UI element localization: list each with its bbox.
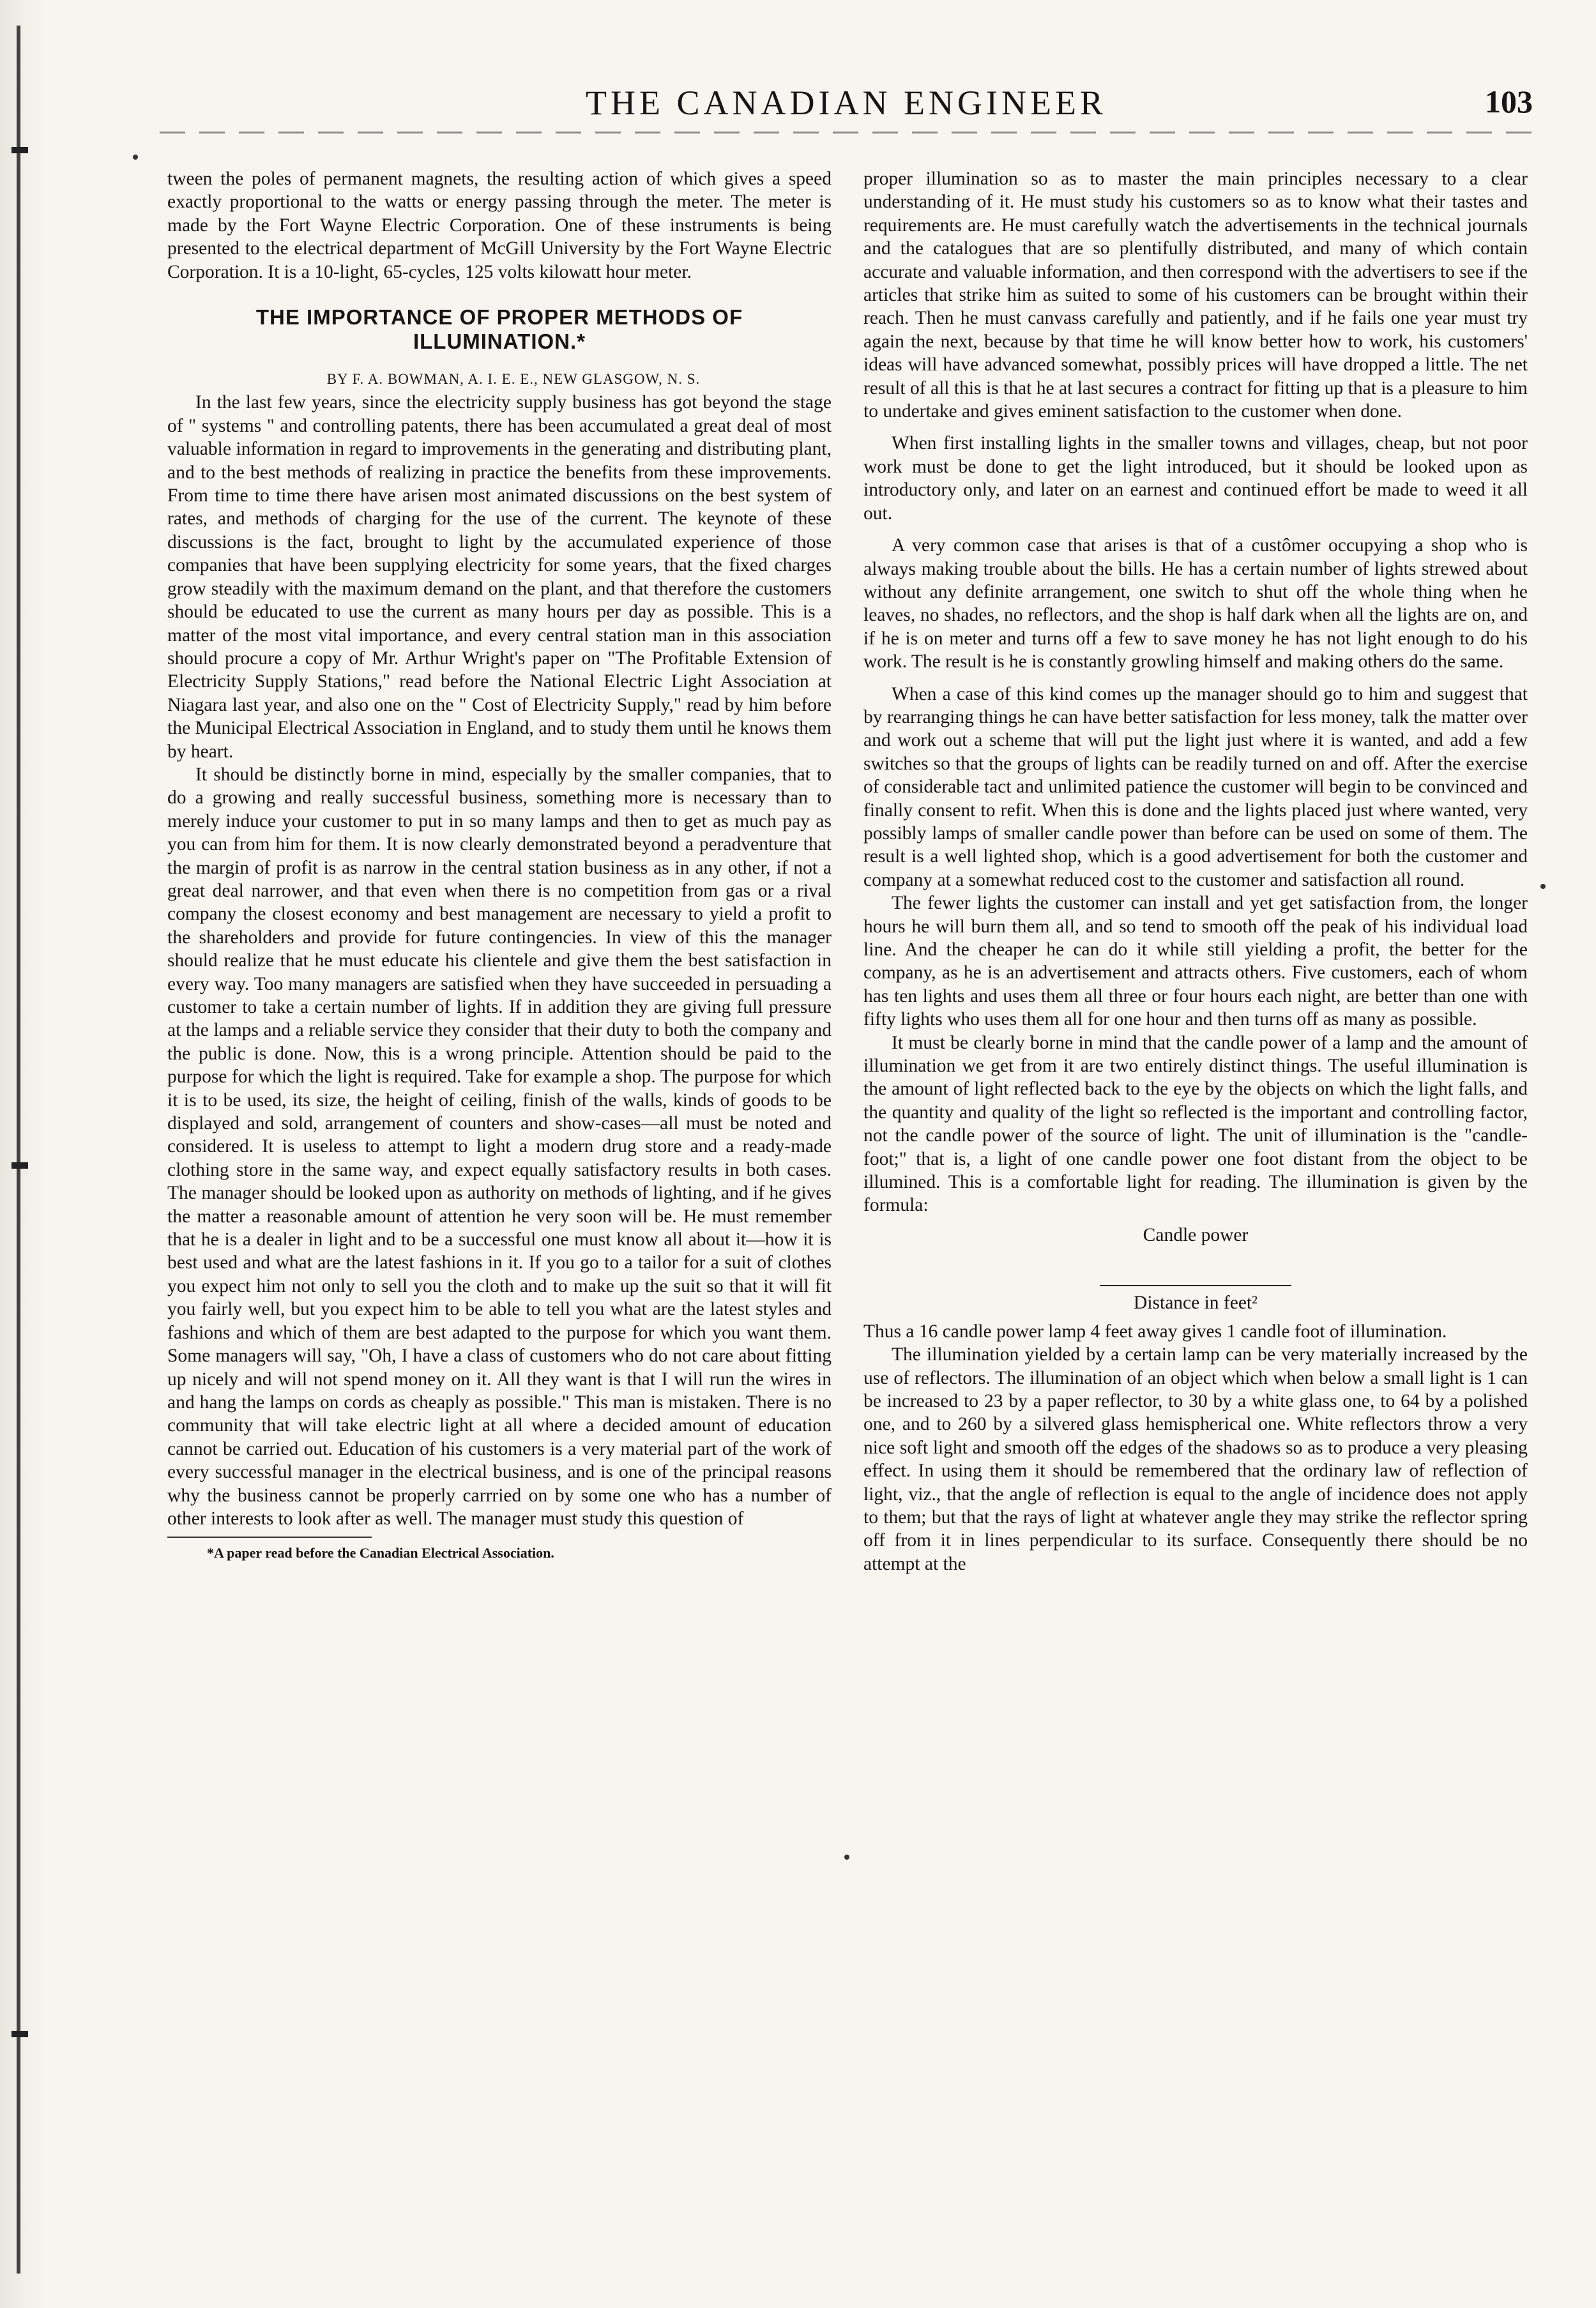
print-speck [844, 1855, 849, 1860]
footnote: *A paper read before the Canadian Electrical Association. [207, 1545, 554, 1561]
article-byline: BY F. A. BOWMAN, A. I. E. E., NEW GLASGOW, N. S. [326, 371, 701, 388]
formula-denominator: Distance in feet² [1134, 1293, 1258, 1314]
header-rule [160, 132, 1533, 133]
article-paragraph: In the last few years, since the electricity supply business has got beyond the stage of " systems " and controlling patents, there has been accumulated a great deal of most valuable information in regard to improvements in the generating and distributing plant, and to the best methods of realizing in practice the benefits from these improvements. From time to time there have arisen most animated discussions on the best system of rates, and methods of charging for the use of the current. The keynote of these discussions is the fact, brought to light by the accumulated experience of those companies that have been supplying electricity for some years, that the fixed charges grow steadily with the maximum demand on the plant, and that therefore the customers should be educated to use the current as many hours per day as possible. This is a matter of the most vital importance, and every central station man in this association should procure a copy of Mr. Arthur Wright's paper on "The Profitable Extension of Electricity Supply Stations," read before the National Electric Light Association at Niagara last year, and also one on the " Cost of Electricity Supply," read by him before the Municipal Electrical Association in England, and to study them until he knows them by heart. [167, 392, 832, 762]
continued-paragraph: tween the poles of permanent magnets, the resulting action of which gives a speed exactly proportional to the watts or energy passing through the meter. The meter is made by the Fort Wayne Electric Corporation. One of these instruments is being presented to the electrical department of McGill University by the Fort Wayne Electric Corporation. It is a 10-light, 65-cycles, 125 volts kilowatt hour meter. [167, 169, 832, 282]
page-binding-edge [0, 0, 45, 2308]
formula-numerator: Candle power [1143, 1224, 1249, 1245]
article-paragraph: It must be clearly borne in mind that the candle power of a lamp and the amount of illumination we get from it are two entirely distinct things. The useful illumination is the amount of light reflected back to the eye by the objects on which the light falls, and the quantity and quality of the light so reflected is the important and controlling factor, not the candle power of the source of light. The unit of illumination is the "candle-foot;" that is, a light of one candle power one foot distant from the object to be illumined. This is a comfortable light for reading. The illumination is given by the formula: [863, 1032, 1528, 1216]
binding-rule [17, 26, 20, 2274]
article-paragraph: It should be distinctly borne in mind, especially by the smaller companies, that to do a growing and really successful business, something more is necessary than to merely induce your customer to put in so many lamps and then to get as much pay as you can from him for them. It is now clearly demonstrated beyond a peradventure that the margin of profit is as narrow in the central station business as in any other, if not a great deal narrower, and that even when there is no competition from gas or a rival company the closest economy and best management are necessary to yield a profit to the shareholders and provide for future contingencies. In view of this the manager should realize that he must educate his clientele and give them the best satisfaction in every way. Too many managers are satisfied when they have succeeded in persuading a customer to take a certain number of lights. If in addition they are giving full pressure at the lamps and a reliable service they consider that their duty to both the company and the public is done. Now, this is a wrong principle. Attention should be paid to the purpose for which the light is required. Take for example a shop. The purpose for which it is to be used, its size, the height of ceiling, finish of the walls, kinds of goods to be displayed and sold, arrangement of counters and show-cases—all must be noted and considered. It is useless to attempt to light a modern drug store and a ready-made clothing store in the same way, and expect equally satisfactory results in both cases. The manager should be looked upon as authority on methods of lighting, and if he gives the matter a reasonable amount of attention he very soon will be. He must remember that he is a dealer in light and to be a successful one must know all about it—how it is best used and what are the latest fashions in it. If you go to a tailor for a suit of clothes you expect him not only to sell you the cloth and to make up the suit so that it will fit you fairly well, but you expect him to be able to tell you what are the latest styles and fashions and which of them are best adapted to the purpose for which you want them. Some managers will say, "Oh, I have a class of customers who do not care about fitting up nicely and will not spend money on it. All they want is that I will run the wires in and hang the lamps on cords as cheaply as possible." This man is mistaken. There is no community that will take electric light at all where a decided amount of education cannot be carried out. Education of his customers is a very material part of the work of every successful manager in the electrical business, and is one of the principal reasons why the business cannot be properly carrried on by some one who has a number of other interests to look after as well. The manager must study this question of [167, 764, 832, 1529]
running-title: THE CANADIAN ENGINEER [586, 84, 1107, 122]
right-column [863, 167, 1528, 1575]
binding-mark [11, 1162, 28, 1169]
article-paragraph: The illumination yielded by a certain lamp can be very materially increased by the use of reflectors. The illumination of an object which when below a small light is 1 can be increased to 23 by a paper reflector, to 30 by a white glass one, to 64 by a polished one, and to 260 by a silvered glass hemispherical one. White reflectors throw a very nice soft light and smooth off the edges of the shadows so as to produce a very pleasing effect. In using them it should be remembered that the ordinary law of reflection of light, viz., that the angle of reflection is equal to the angle of incidence does not apply to them; but that the rays of light at whatever angle they may strike the reflector spring off from it in lines perpendicular to its surface. Consequently there should be no attempt at the [863, 1344, 1528, 1574]
binding-mark [11, 147, 28, 153]
print-speck [1540, 884, 1546, 889]
article-paragraph: proper illumination so as to master the main principles necessary to a clear understanding of it. He must study his customers so as to know what their tastes and requirements are. He must carefully watch the advertisements in the technical journals and the catalogues that are so plentifully distributed, and many of which contain accurate and valuable information, and then correspond with the advertisers to see if the articles that strike him as suited to some of his customers can be brought within their reach. Then he must canvass carefully and patiently, and if he fails one year must try again the next, because by that time he will know better how to work, his customers' ideas will have advanced somewhat, possibly prices will have dropped a little. The net result of all this is that he at last secures a contract for fitting up that is a pleasure to him to undertake and gives eminent satisfaction to the customer when done. [863, 169, 1528, 422]
print-speck [133, 155, 138, 160]
article-paragraph: A very common case that arises is that of a custômer occupying a shop who is always making trouble about the bills. He has a certain number of lights strewed about without any definite arrangement, one switch to shut off the whole thing when he leaves, no shades, no reflectors, and the shop is half dark when all the lights are on, and if he is on meter and turns off a few to save money he has not light enough to do his work. The result is he is constantly growling himself and making others do the same. [863, 535, 1528, 672]
article-paragraph: Thus a 16 candle power lamp 4 feet away gives 1 candle foot of illumination. [863, 1321, 1447, 1342]
page-header [160, 83, 1533, 128]
left-column [167, 167, 832, 1565]
binding-mark [11, 2031, 28, 2037]
footnote-rule [167, 1537, 372, 1538]
page-number: 103 [1485, 84, 1533, 119]
article-paragraph: When a case of this kind comes up the manager should go to him and suggest that by rearranging things he can have better satisfaction for less money, talk the matter over and work out a scheme that will put the light just where it is wanted, and add a few switches so that the groups of lights can be readily turned on and off. After the exercise of considerable tact and unlimited patience the customer will begin to be convinced and finally consent to refit. When this is done and the lights placed just where wanted, very possibly lamps of smaller candle power than before can be used on some of them. The result is a well lighted shop, which is a good advertisement for both the customer and company at a somewhat reduced cost to the customer and satisfaction all round. [863, 683, 1528, 890]
illumination-formula [863, 1224, 1528, 1315]
article-paragraph: When first installing lights in the smaller towns and villages, cheap, but not poor work must be done to get the light introduced, but it should be looked upon as introductory only, and later on an earnest and continued effort be made to weed it all out. [863, 433, 1528, 524]
article-paragraph: The fewer lights the customer can install and yet get satisfaction from, the longer hours he will burn them all, and so tend to smooth off the peak of his individual load line. And the cheaper he can do it while still yielding a profit, the better for the company, as he is an advertisement and attracts others. Five customers, each of whom has ten lights and uses them all three or four hours each night, are better than one with fifty lights who uses them all for one hour and then turns off as many as possible. [863, 893, 1528, 1030]
article-title: THE IMPORTANCE OF PROPER METHODS OF ILLUMINATION.* [255, 305, 743, 354]
formula-fraction-bar [1100, 1285, 1291, 1286]
